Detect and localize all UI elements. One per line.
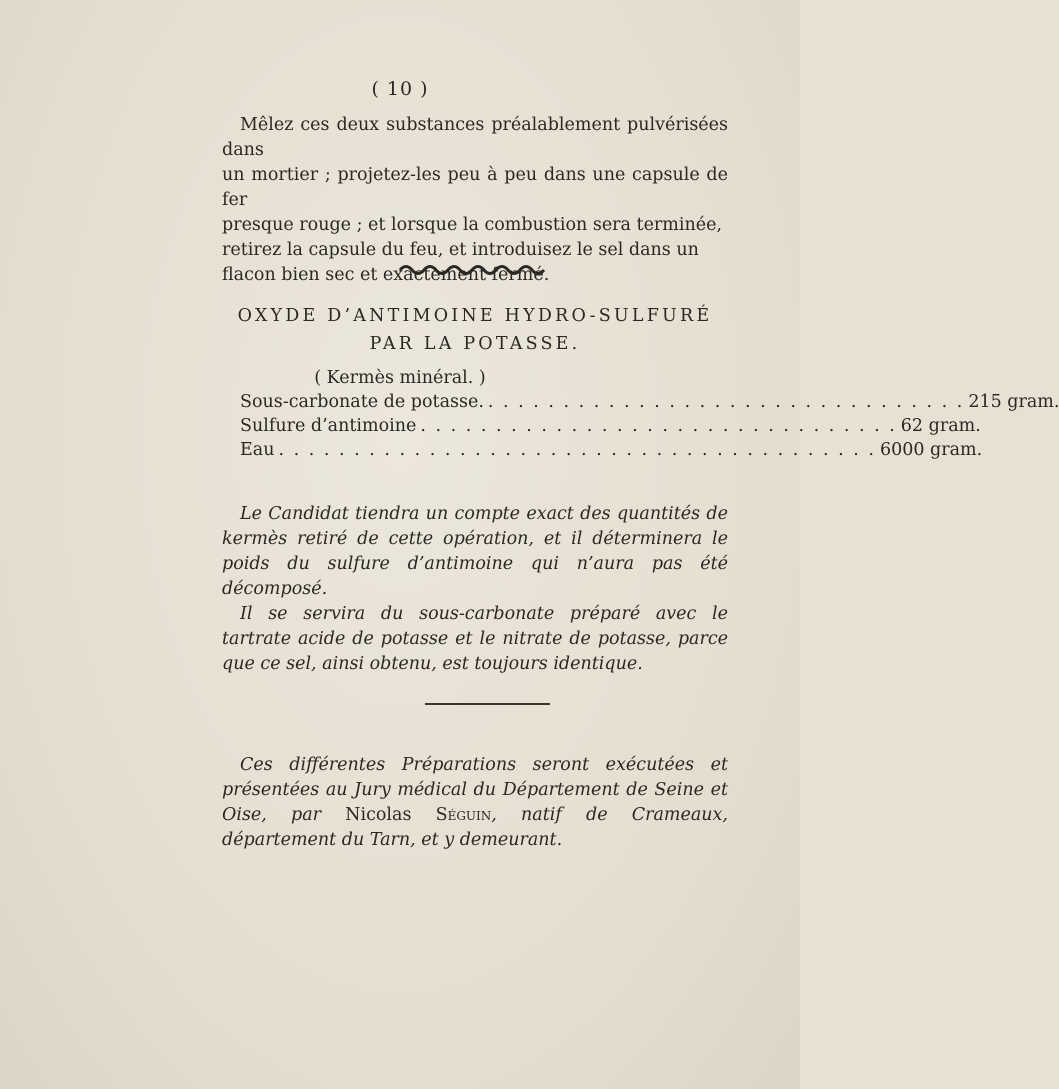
heading-line: OXYDE D’ANTIMOINE HYDRO-SULFURÉ: [237, 306, 713, 326]
section-heading: [200, 302, 750, 358]
ingredient-name: Sous-carbonate de potasse.: [240, 392, 484, 412]
ornament-divider: [398, 262, 548, 278]
intro-line: un mortier ; projetez-les peu à peu dans une capsule de fer: [222, 165, 728, 210]
ingredient-quantity: 62 gram.: [900, 416, 981, 436]
dot-leader: . . . . . . . . . . . . . . . . . . . . . . . . . . . . . . . . . . . . . . . .: [278, 440, 876, 460]
ingredient-quantity: 6000 gram.: [879, 440, 983, 460]
intro-line: flacon bien sec et exactement fermé.: [222, 265, 550, 285]
recipe-row: [240, 414, 981, 438]
heading-line: PAR LA POTASSE.: [369, 334, 581, 354]
dot-leader: . . . . . . . . . . . . . . . . . . . . . . . . . . . . . . . .: [487, 392, 965, 412]
ingredient-name: Eau: [240, 440, 275, 460]
recipe-list: [240, 390, 1059, 462]
page-number: ( 10 ): [371, 78, 429, 100]
recipe-row: [240, 438, 983, 462]
dot-leader: . . . . . . . . . . . . . . . . . . . . . . . . . . . . . . . .: [420, 416, 897, 436]
ingredient-name: Sulfure d’antimoine: [240, 416, 417, 436]
horizontal-rule: [425, 703, 550, 705]
closing-text: Ces différentes Préparations seront exécutées et présentées au Jury médical du Département de Seine et Oise, par: [222, 755, 728, 825]
intro-line: Mêlez ces deux substances préalablement pulvérisées dans: [222, 115, 728, 160]
candidate-last-name: Séguin: [435, 805, 492, 825]
intro-line: presque rouge ; et lorsque la combustion sera terminée,: [222, 215, 723, 235]
recipe-row: [240, 390, 1059, 414]
intro-line: retirez la capsule du feu, et introduisez le sel dans un: [222, 240, 699, 260]
ingredient-quantity: 215 gram.: [968, 392, 1059, 412]
closing-paragraph: [222, 753, 728, 853]
section-subtitle: ( Kermès minéral. ): [314, 368, 486, 388]
instruction-paragraph: Il se servira du sous-carbonate préparé avec le tartrate acide de potasse et le nitrate de potasse, parce que ce sel, ainsi obtenu, est toujours identique.: [222, 604, 728, 674]
candidate-first-name: Nicolas: [345, 805, 436, 825]
instructions-paragraphs: [222, 502, 728, 677]
instruction-paragraph: Le Candidat tiendra un compte exact des quantités de kermès retiré de cette opération, et il déterminera le poids du sulfure d’antimoine qui n’aura pas été décomposé.: [222, 504, 728, 599]
closing-text: , natif de Crameaux, département du Tarn, et y demeurant.: [222, 805, 728, 850]
